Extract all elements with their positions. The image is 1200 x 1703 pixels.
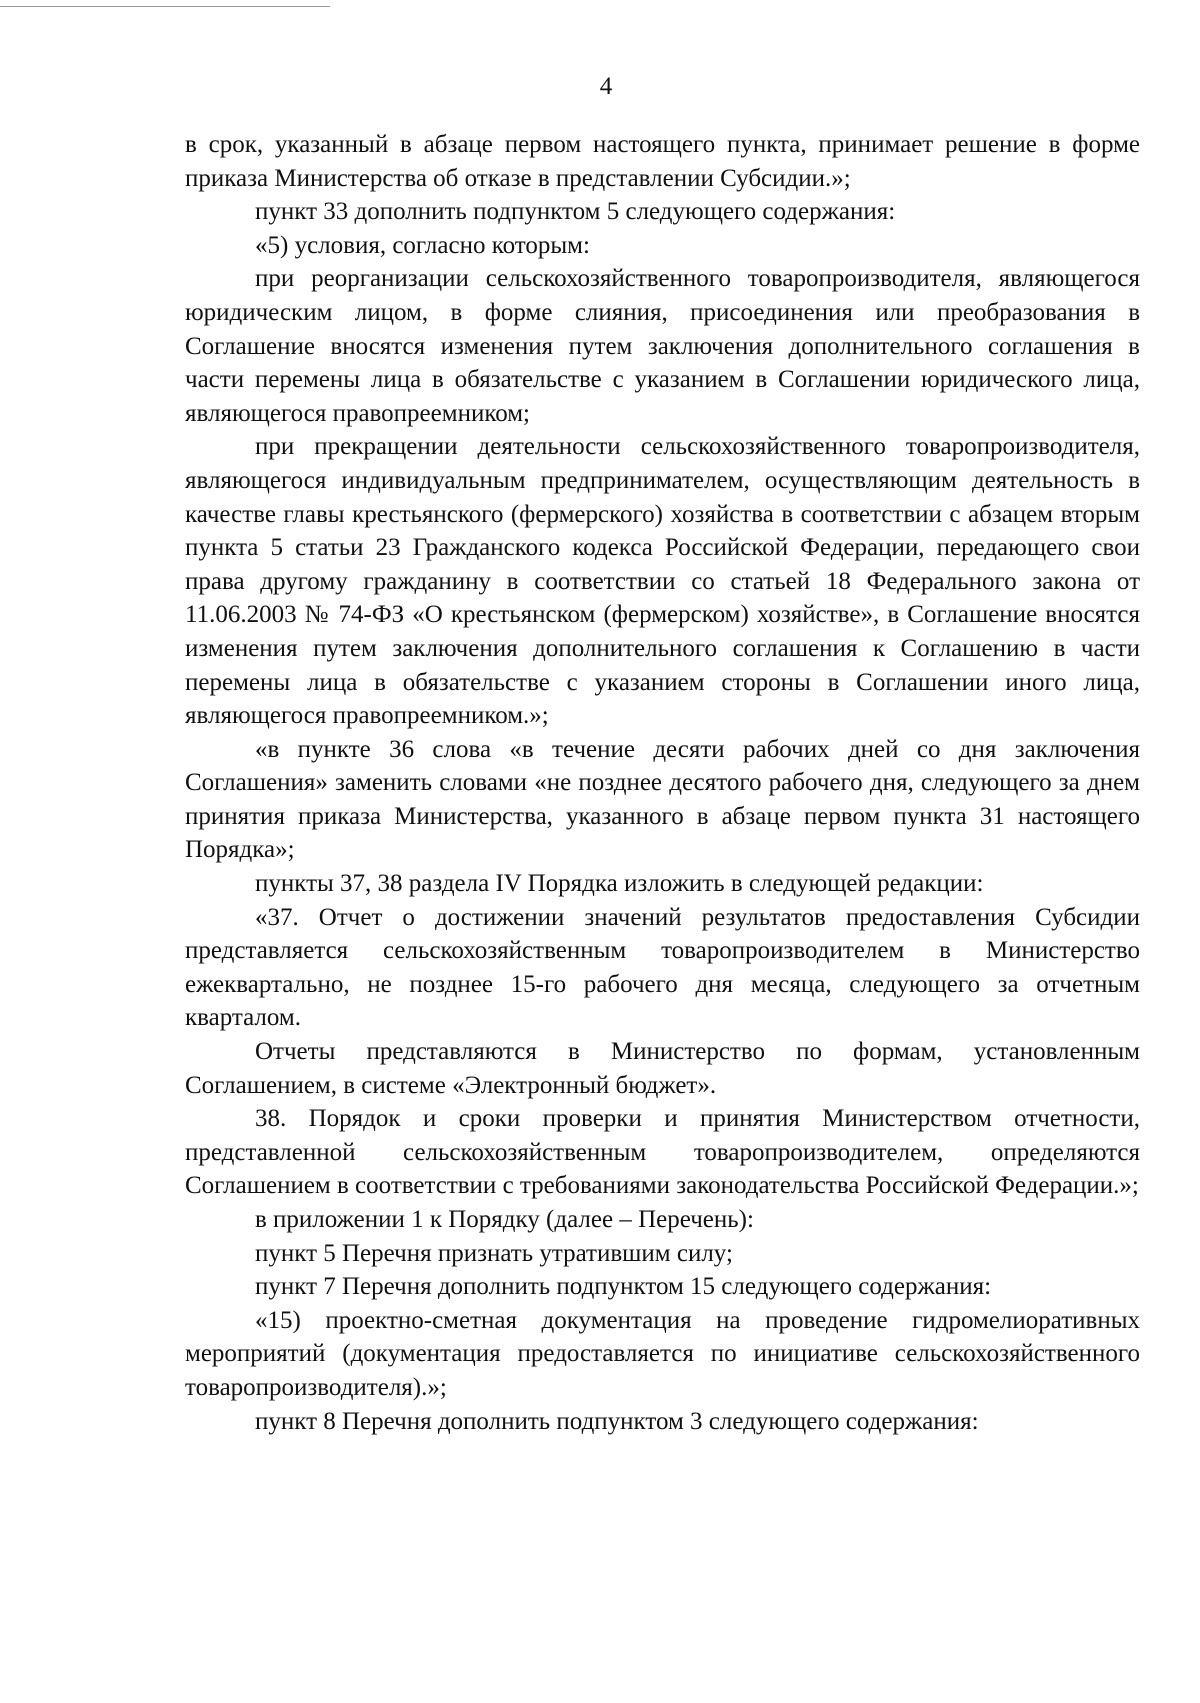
- document-body: [185, 128, 1140, 1438]
- scan-artifact-line: [0, 6, 330, 7]
- paragraph: пункт 8 Перечня дополнить подпунктом 3 следующего содержания:: [255, 1407, 979, 1435]
- paragraph: Отчеты представляются в Министерство по формам, установленным Соглашением, в системе «Электронный бюджет».: [185, 1038, 1140, 1099]
- paragraph: при реорганизации сельскохозяйственного товаропроизводителя, являющегося юридическим лицом, в форме слияния, присоединения или преобразования в Соглашение вносятся изменения путем заключения дополнительного соглашения в части перемены лица в обязательстве с указанием в Соглашении юридического лица, являющегося правопреемником;: [185, 265, 1140, 427]
- paragraph: в приложении 1 к Порядку (далее – Перечень):: [255, 1206, 754, 1233]
- paragraph: пункты 37, 38 раздела IV Порядка изложить в следующей редакции:: [255, 870, 984, 898]
- paragraph: пункт 33 дополнить подпунктом 5 следующего содержания:: [255, 198, 896, 226]
- paragraph: пункт 7 Перечня дополнить подпунктом 15 следующего содержания:: [255, 1273, 992, 1301]
- paragraph: «15) проектно-сметная документация на проведение гидромелиоративных мероприятий (документация предоставляется по инициативе сельскохозяйственного товаропроизводителя).»;: [185, 1306, 1140, 1401]
- paragraph: 38. Порядок и сроки проверки и принятия Министерством отчетности, представленной сельскохозяйственным товаропроизводителем, определяются Соглашением в соответствии с требованиями законодательства Российской Федерации.»;: [185, 1105, 1140, 1200]
- paragraph: «в пункте 36 слова «в течение десяти рабочих дней со дня заключения Соглашения» заменить словами «не позднее десятого рабочего дня, следующего за днем принятия приказа Министерства, указанного в абзаце первом пункта 31 настоящего Порядка»;: [185, 735, 1140, 864]
- paragraph: «5) условия, согласно которым:: [255, 231, 590, 259]
- paragraph: при прекращении деятельности сельскохозяйственного товаропроизводителя, являющегося индивидуальным предпринимателем, осуществляющим деятельность в качестве главы крестьянского (фермерского) хозяйства в соответствии с абзацем вторым пункта 5 статьи 23 Гражданского кодекса Российской Федерации, передающего свои права другому гражданину в соответствии со статьей 18 Федерального закона от 11.06.2003 № 74-ФЗ «О крестьянском (фермерском) хозяйстве», в Соглашение вносятся изменения путем заключения дополнительного соглашения к Соглашению в части перемены лица в обязательстве с указанием стороны в Соглашении иного лица, являющегося правопреемником.»;: [185, 433, 1140, 730]
- paragraph: пункт 5 Перечня признать утратившим силу;: [255, 1239, 733, 1267]
- paragraph: «37. Отчет о достижении значений результатов предоставления Субсидии представляется сельскохозяйственным товаропроизводителем в Министерство ежеквартально, не позднее 15-го рабочего дня месяца, следующего за отчетным кварталом.: [185, 903, 1140, 1032]
- page-number: 4: [599, 73, 613, 100]
- paragraph: в срок, указанный в абзаце первом настоящего пункта, принимает решение в форме приказа Министерства об отказе в представлении Субсидии.»;: [185, 131, 1140, 192]
